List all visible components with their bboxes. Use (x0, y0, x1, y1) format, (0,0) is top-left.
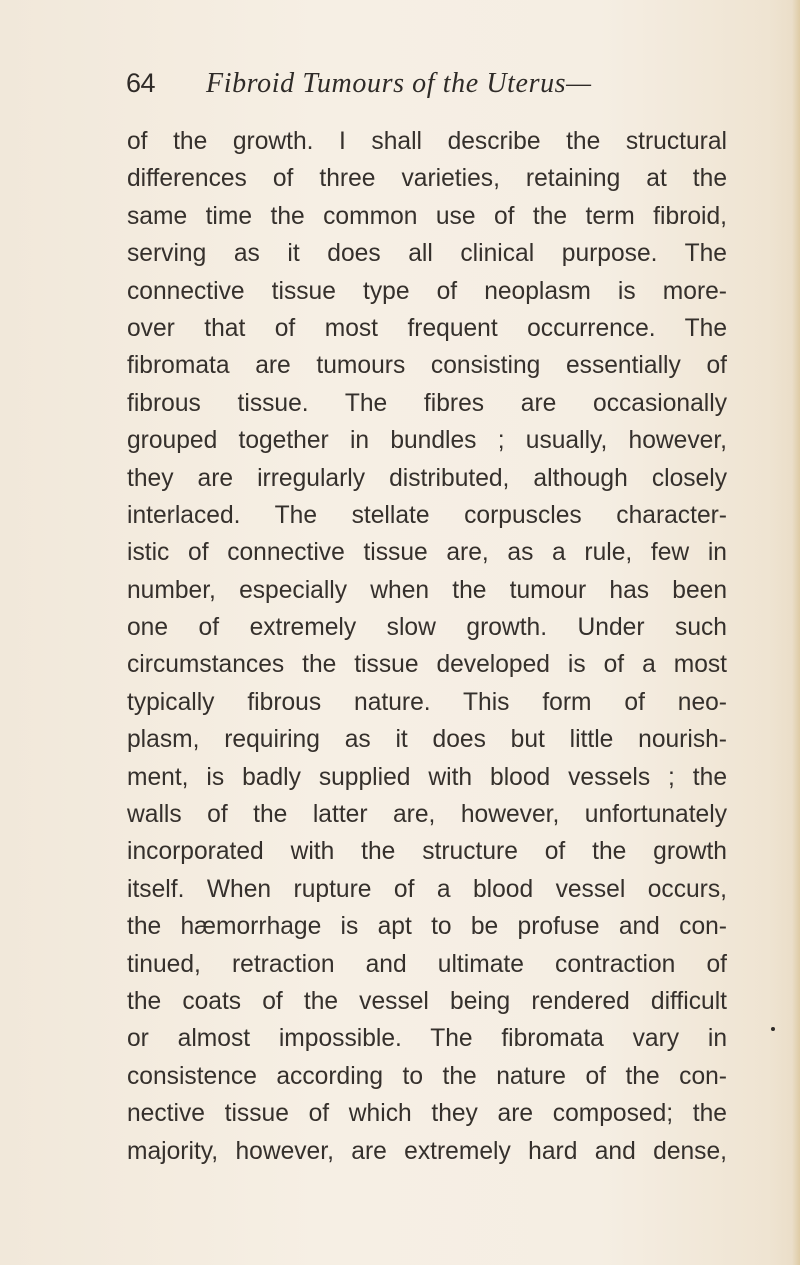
text-line: of the growth. I shall describe the structural (127, 128, 727, 155)
text-line: fibrous tissue. The fibres are occasionally (127, 389, 727, 417)
text-line: nective tissue of which they are composed; the (127, 1100, 727, 1128)
text-line: istic of connective tissue are, as a rule, few in (127, 539, 727, 567)
body-paragraph (127, 123, 727, 1170)
ink-speck (771, 1027, 775, 1031)
text-line: grouped together in bundles ; usually, however, (127, 427, 727, 455)
text-line: tinued, retraction and ultimate contraction of (127, 950, 727, 978)
text-line: connective tissue type of neoplasm is more- (127, 277, 727, 305)
page-edge-shadow (792, 0, 800, 1265)
text-line: walls of the latter are, however, unfortunately (127, 801, 727, 829)
text-line: circumstances the tissue developed is of a most (127, 651, 727, 679)
page-number: 64 (126, 68, 156, 98)
text-line: fibromata are tumours consisting essentially of (127, 352, 727, 380)
text-line: typically fibrous nature. This form of neo- (127, 688, 727, 716)
text-line: over that of most frequent occurrence. The (127, 314, 727, 342)
text-line: serving as it does all clinical purpose. The (127, 240, 727, 268)
text-line: ment, is badly supplied with blood vessels ; the (127, 763, 727, 791)
text-line: one of extremely slow growth. Under such (127, 614, 727, 642)
text-line: number, especially when the tumour has been (127, 576, 727, 604)
text-line: interlaced. The stellate corpuscles character- (127, 501, 727, 529)
text-line: itself. When rupture of a blood vessel occurs, (127, 875, 727, 903)
text-line: consistence according to the nature of the con- (127, 1062, 727, 1090)
text-line: majority, however, are extremely hard and dense, (127, 1137, 727, 1165)
running-title: Fibroid Tumours of the Uterus— (206, 68, 592, 99)
text-line: same time the common use of the term fibroid, (127, 202, 727, 230)
text-line: incorporated with the structure of the growth (127, 838, 727, 866)
text-line: plasm, requiring as it does but little nourish- (127, 726, 727, 754)
text-line: the coats of the vessel being rendered difficult (127, 987, 727, 1015)
text-line: the hæmorrhage is apt to be profuse and con- (127, 913, 727, 941)
text-line: or almost impossible. The fibromata vary in (127, 1025, 727, 1053)
text-line: they are irregularly distributed, although closely (127, 464, 727, 492)
text-line: differences of three varieties, retaining at the (127, 165, 727, 193)
